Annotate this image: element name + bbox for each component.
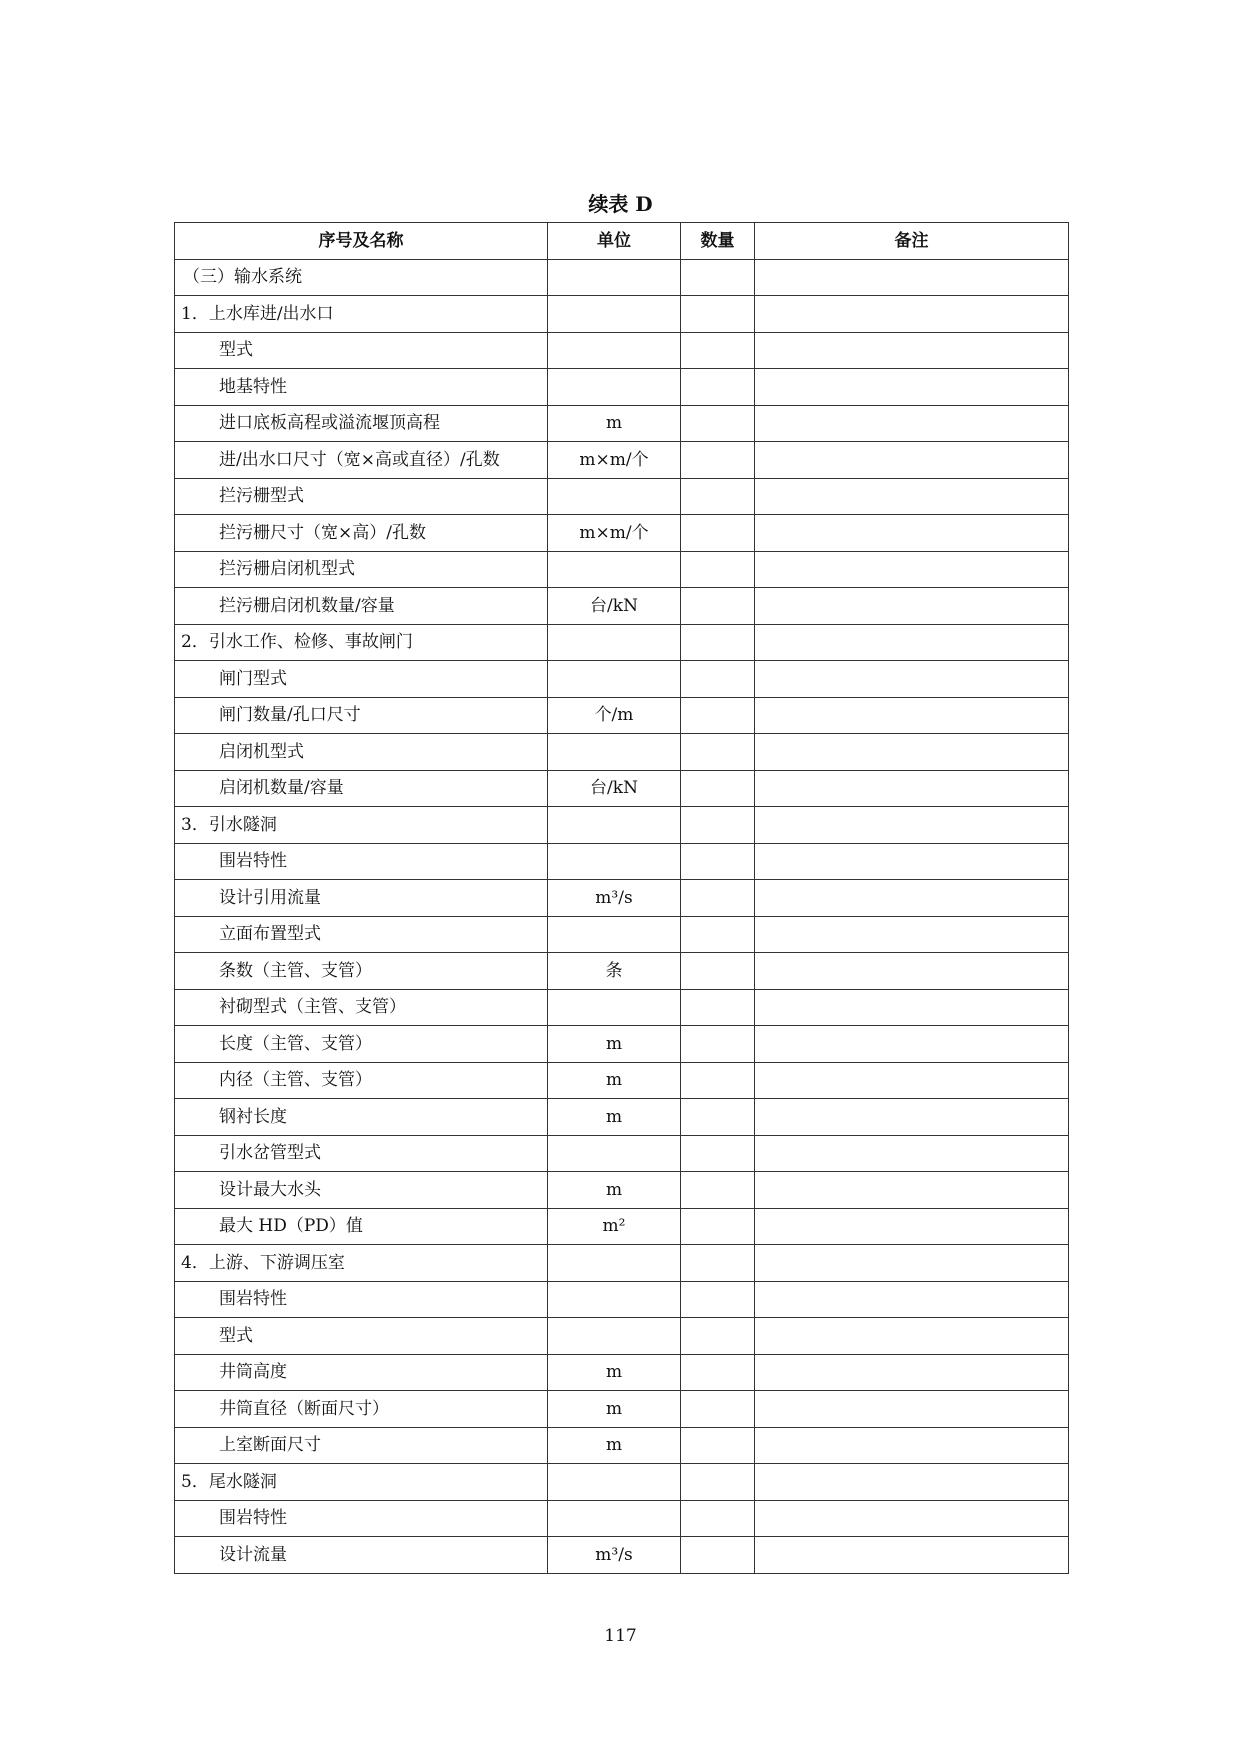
row-remark-cell (755, 916, 1069, 953)
row-quantity-cell (681, 697, 755, 734)
row-unit-cell (548, 734, 681, 771)
row-name-cell: 地基特性 (175, 369, 548, 406)
row-unit-cell (548, 989, 681, 1026)
row-name-cell: 引水岔管型式 (175, 1135, 548, 1172)
row-quantity-cell (681, 1062, 755, 1099)
table-row (175, 1318, 1069, 1355)
row-unit-cell (548, 1245, 681, 1282)
row-remark-cell (755, 1354, 1069, 1391)
row-remark-cell (755, 624, 1069, 661)
row-quantity-cell (681, 1318, 755, 1355)
row-name-cell: 拦污栅启闭机型式 (175, 551, 548, 588)
row-quantity-cell (681, 478, 755, 515)
row-name-cell: 拦污栅型式 (175, 478, 548, 515)
table-row (175, 697, 1069, 734)
row-remark-cell (755, 1099, 1069, 1136)
row-quantity-cell (681, 624, 755, 661)
table-row (175, 661, 1069, 698)
row-unit-cell (548, 1135, 681, 1172)
table-title: 续表 D (588, 192, 653, 216)
row-remark-cell (755, 442, 1069, 479)
row-quantity-cell (681, 807, 755, 844)
data-table (174, 222, 1069, 1574)
row-unit-cell: m (548, 1391, 681, 1428)
row-quantity-cell (681, 1245, 755, 1282)
row-quantity-cell (681, 515, 755, 552)
table-header-row (175, 223, 1069, 260)
row-name-cell: 型式 (175, 1318, 548, 1355)
row-unit-cell: m³/s (548, 880, 681, 917)
row-remark-cell (755, 1281, 1069, 1318)
row-remark-cell (755, 405, 1069, 442)
row-name-cell: 最大 HD（PD）值 (175, 1208, 548, 1245)
table-row (175, 953, 1069, 990)
table-row (175, 1281, 1069, 1318)
row-quantity-cell (681, 405, 755, 442)
table-row (175, 1135, 1069, 1172)
table-row (175, 1500, 1069, 1537)
row-name-cell: 围岩特性 (175, 1500, 548, 1537)
row-name-cell: 1．上水库进/出水口 (175, 296, 548, 333)
row-unit-cell: m (548, 405, 681, 442)
row-quantity-cell (681, 916, 755, 953)
row-remark-cell (755, 1318, 1069, 1355)
row-remark-cell (755, 369, 1069, 406)
header-name: 序号及名称 (175, 223, 548, 260)
row-unit-cell: m (548, 1026, 681, 1063)
table-row (175, 1354, 1069, 1391)
header-quantity: 数量 (681, 223, 755, 260)
row-remark-cell (755, 1391, 1069, 1428)
row-unit-cell: m (548, 1172, 681, 1209)
row-name-cell: 拦污栅启闭机数量/容量 (175, 588, 548, 625)
row-quantity-cell (681, 661, 755, 698)
table-row (175, 1208, 1069, 1245)
row-remark-cell (755, 1062, 1069, 1099)
table-row (175, 478, 1069, 515)
row-unit-cell: 台/kN (548, 588, 681, 625)
row-remark-cell (755, 1208, 1069, 1245)
row-quantity-cell (681, 296, 755, 333)
row-name-cell: 进口底板高程或溢流堰顶高程 (175, 405, 548, 442)
table-body (175, 259, 1069, 1573)
row-remark-cell (755, 478, 1069, 515)
row-remark-cell (755, 953, 1069, 990)
row-unit-cell (548, 259, 681, 296)
row-name-cell: 进/出水口尺寸（宽×高或直径）/孔数 (175, 442, 548, 479)
row-unit-cell: 个/m (548, 697, 681, 734)
row-quantity-cell (681, 1135, 755, 1172)
row-remark-cell (755, 296, 1069, 333)
row-name-cell: 条数（主管、支管） (175, 953, 548, 990)
table-row (175, 1245, 1069, 1282)
row-unit-cell (548, 916, 681, 953)
row-name-cell: 拦污栅尺寸（宽×高）/孔数 (175, 515, 548, 552)
row-name-cell: 围岩特性 (175, 1281, 548, 1318)
row-remark-cell (755, 1464, 1069, 1501)
table-row (175, 1391, 1069, 1428)
row-remark-cell (755, 697, 1069, 734)
row-name-cell: 5．尾水隧洞 (175, 1464, 548, 1501)
row-remark-cell (755, 332, 1069, 369)
row-quantity-cell (681, 1026, 755, 1063)
row-unit-cell (548, 1500, 681, 1537)
row-name-cell: 2．引水工作、检修、事故闸门 (175, 624, 548, 661)
row-remark-cell (755, 734, 1069, 771)
row-quantity-cell (681, 1500, 755, 1537)
row-quantity-cell (681, 332, 755, 369)
row-unit-cell (548, 551, 681, 588)
row-quantity-cell (681, 1281, 755, 1318)
table-row (175, 1537, 1069, 1574)
row-remark-cell (755, 1245, 1069, 1282)
row-remark-cell (755, 807, 1069, 844)
table-row (175, 1427, 1069, 1464)
row-quantity-cell (681, 770, 755, 807)
row-unit-cell: m (548, 1099, 681, 1136)
row-remark-cell (755, 770, 1069, 807)
row-quantity-cell (681, 734, 755, 771)
row-unit-cell (548, 843, 681, 880)
row-unit-cell (548, 296, 681, 333)
row-unit-cell (548, 1281, 681, 1318)
row-unit-cell (548, 1464, 681, 1501)
row-quantity-cell (681, 1427, 755, 1464)
row-remark-cell (755, 843, 1069, 880)
row-quantity-cell (681, 843, 755, 880)
row-quantity-cell (681, 259, 755, 296)
row-name-cell: 长度（主管、支管） (175, 1026, 548, 1063)
table-row (175, 296, 1069, 333)
table-row (175, 442, 1069, 479)
row-name-cell: 井筒高度 (175, 1354, 548, 1391)
table-row (175, 1062, 1069, 1099)
row-remark-cell (755, 1026, 1069, 1063)
row-quantity-cell (681, 1391, 755, 1428)
row-unit-cell (548, 369, 681, 406)
row-remark-cell (755, 551, 1069, 588)
page-number: 117 (604, 1626, 637, 1646)
row-name-cell: 设计引用流量 (175, 880, 548, 917)
row-remark-cell (755, 1537, 1069, 1574)
row-name-cell: 闸门数量/孔口尺寸 (175, 697, 548, 734)
row-name-cell: 3．引水隧洞 (175, 807, 548, 844)
table-row (175, 259, 1069, 296)
row-quantity-cell (681, 1537, 755, 1574)
row-unit-cell: 条 (548, 953, 681, 990)
table-row (175, 807, 1069, 844)
row-remark-cell (755, 259, 1069, 296)
row-unit-cell: 台/kN (548, 770, 681, 807)
table-row (175, 880, 1069, 917)
row-remark-cell (755, 1135, 1069, 1172)
row-quantity-cell (681, 1354, 755, 1391)
row-unit-cell (548, 332, 681, 369)
row-unit-cell: m×m/个 (548, 515, 681, 552)
row-name-cell: 启闭机型式 (175, 734, 548, 771)
row-quantity-cell (681, 1172, 755, 1209)
table-row (175, 624, 1069, 661)
row-unit-cell (548, 807, 681, 844)
table-row (175, 1099, 1069, 1136)
row-name-cell: 4．上游、下游调压室 (175, 1245, 548, 1282)
row-unit-cell (548, 661, 681, 698)
row-quantity-cell (681, 1208, 755, 1245)
table-row (175, 332, 1069, 369)
table-row (175, 588, 1069, 625)
row-quantity-cell (681, 880, 755, 917)
row-remark-cell (755, 1427, 1069, 1464)
row-remark-cell (755, 1172, 1069, 1209)
row-remark-cell (755, 661, 1069, 698)
row-name-cell: 衬砌型式（主管、支管） (175, 989, 548, 1026)
row-quantity-cell (681, 989, 755, 1026)
table-row (175, 1172, 1069, 1209)
table-row (175, 551, 1069, 588)
row-remark-cell (755, 515, 1069, 552)
row-unit-cell: m³/s (548, 1537, 681, 1574)
row-name-cell: 围岩特性 (175, 843, 548, 880)
row-quantity-cell (681, 588, 755, 625)
row-remark-cell (755, 588, 1069, 625)
header-remark: 备注 (755, 223, 1069, 260)
row-quantity-cell (681, 1464, 755, 1501)
row-unit-cell: m×m/个 (548, 442, 681, 479)
row-unit-cell: m (548, 1427, 681, 1464)
row-unit-cell (548, 624, 681, 661)
row-name-cell: 井筒直径（断面尺寸） (175, 1391, 548, 1428)
row-name-cell: 设计最大水头 (175, 1172, 548, 1209)
table-row (175, 734, 1069, 771)
table-row (175, 405, 1069, 442)
table-row (175, 369, 1069, 406)
row-unit-cell (548, 1318, 681, 1355)
row-name-cell: 型式 (175, 332, 548, 369)
row-name-cell: 启闭机数量/容量 (175, 770, 548, 807)
row-unit-cell: m² (548, 1208, 681, 1245)
row-unit-cell: m (548, 1062, 681, 1099)
row-name-cell: 上室断面尺寸 (175, 1427, 548, 1464)
row-name-cell: 设计流量 (175, 1537, 548, 1574)
row-name-cell: 钢衬长度 (175, 1099, 548, 1136)
row-remark-cell (755, 1500, 1069, 1537)
table-row (175, 989, 1069, 1026)
header-unit: 单位 (548, 223, 681, 260)
row-name-cell: 内径（主管、支管） (175, 1062, 548, 1099)
row-name-cell: 立面布置型式 (175, 916, 548, 953)
table-row (175, 515, 1069, 552)
table-row (175, 843, 1069, 880)
table-row (175, 1026, 1069, 1063)
row-remark-cell (755, 880, 1069, 917)
row-unit-cell: m (548, 1354, 681, 1391)
row-quantity-cell (681, 442, 755, 479)
table-row (175, 1464, 1069, 1501)
row-quantity-cell (681, 953, 755, 990)
table-row (175, 770, 1069, 807)
row-remark-cell (755, 989, 1069, 1026)
row-unit-cell (548, 478, 681, 515)
row-quantity-cell (681, 1099, 755, 1136)
row-quantity-cell (681, 551, 755, 588)
row-name-cell: （三）输水系统 (175, 259, 548, 296)
row-quantity-cell (681, 369, 755, 406)
table-row (175, 916, 1069, 953)
row-name-cell: 闸门型式 (175, 661, 548, 698)
